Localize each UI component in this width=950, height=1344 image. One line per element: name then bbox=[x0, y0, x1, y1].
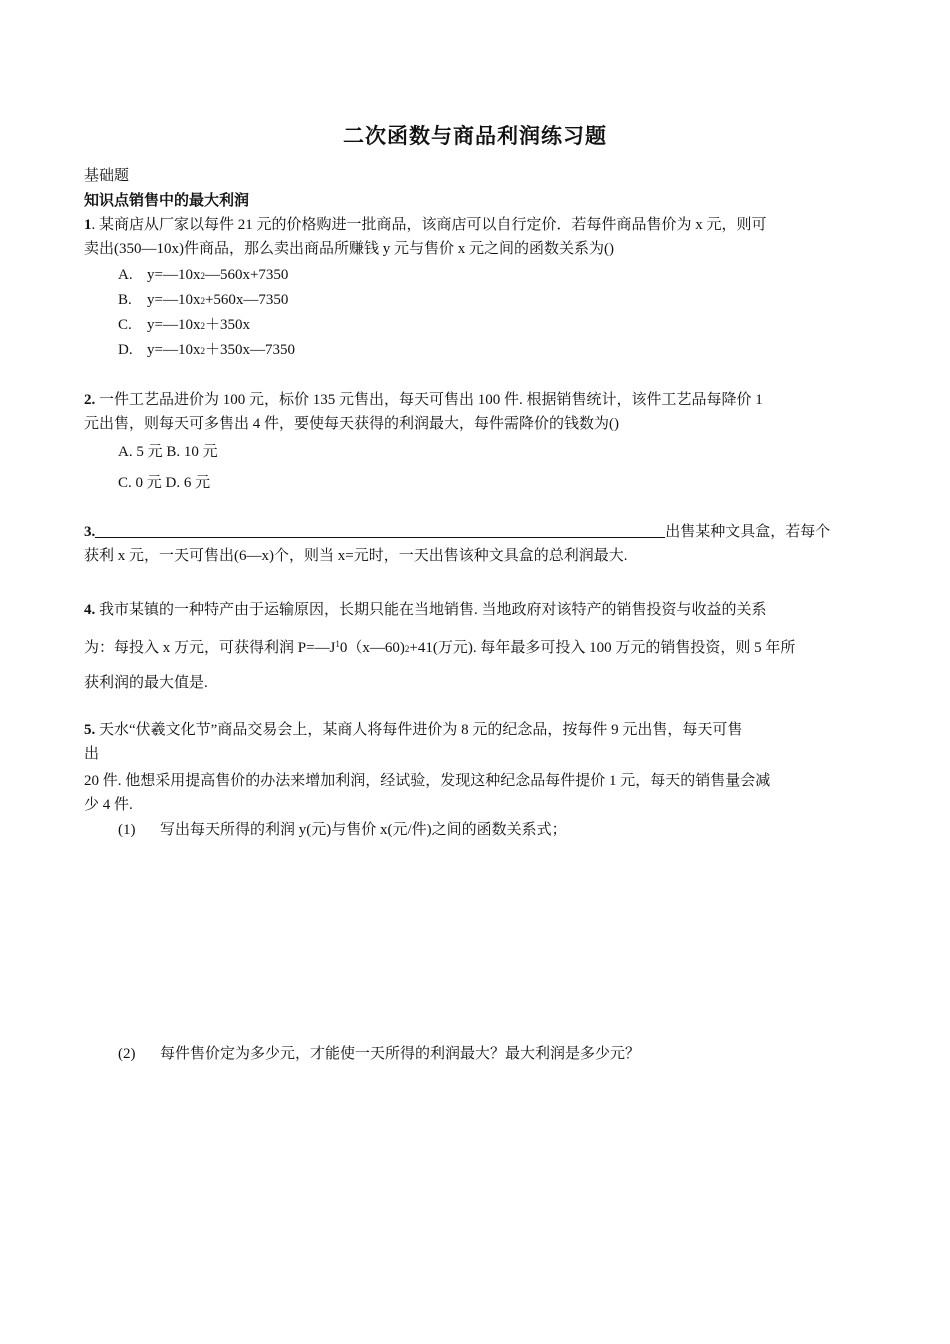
question-3 bbox=[84, 520, 868, 568]
section-label: 基础题 bbox=[84, 166, 130, 184]
question-3-number: 3. bbox=[84, 524, 96, 540]
question-4-line1: 我市某镇的一种特产由于运输原因，长期只能在当地销售. 当地政府对该特产的销售投资与收益的关系 bbox=[95, 602, 767, 618]
question-5-part-2: (2) 每件售价定为多少元，才能使一天所得的利润最大？最大利润是多少元？ bbox=[118, 1046, 641, 1062]
question-1 bbox=[84, 213, 868, 261]
question-2 bbox=[84, 388, 868, 436]
question-4-line2: 为：每投入 x 万元，可获得利润 $P=—J^10(x—60)2+41$(万元). 每年最多可投入 100 万元的销售投资，则 5 年所 bbox=[84, 639, 796, 656]
question-1-option-c: C. y=—10x2＋350x bbox=[118, 317, 250, 333]
question-4 bbox=[84, 594, 868, 699]
question-3-line2: 获利 x 元，一天可售出(6—x)个，则当 x=元时，一天出售该种文具盒的总利润最大. bbox=[84, 548, 628, 564]
question-5-part-1: (1) 写出每天所得的利润 y(元)与售价 x(元/件)之间的函数关系式； bbox=[118, 822, 567, 838]
question-4-number: 4. bbox=[84, 602, 96, 618]
question-4-line3: 获利润的最大值是. bbox=[84, 675, 208, 691]
page-title: 二次函数与商品利润练习题 bbox=[343, 124, 607, 148]
question-5-line4: 少 4 件. bbox=[84, 797, 133, 813]
question-1-number: 1 bbox=[84, 217, 92, 233]
question-5 bbox=[84, 718, 868, 817]
question-1-line2: 卖出(350—10x)件商品，那么卖出商品所赚钱 y 元与售价 x 元之间的函数关系为() bbox=[84, 241, 614, 257]
question-2-options-cd: C. 0 元 D. 6 元 bbox=[118, 475, 211, 491]
answer-blank bbox=[95, 522, 665, 538]
question-5-line3: 20 件. 他想采用提高售价的办法来增加利润，经试验，发现这种纪念品每件提价 1 元，每天的销售量会减 bbox=[84, 773, 771, 789]
question-2-options-ab: A. 5 元 B. 10 元 bbox=[118, 444, 218, 460]
question-1-option-b: B. y=—10x2+560x—7350 bbox=[118, 292, 289, 308]
question-1-option-d: D. y=—10x2＋350x—7350 bbox=[118, 342, 295, 358]
question-1-option-a: A. y=—10x2—560x+7350 bbox=[118, 267, 289, 283]
question-2-line1: 一件工艺品进价为 100 元，标价 135 元售出，每天可售出 100 件. 根据销售统计，该件工艺品每降价 1 bbox=[95, 392, 763, 408]
question-5-number: 5. bbox=[84, 722, 96, 738]
question-1-line1: . 某商店从厂家以每件 21 元的价格购进一批商品，该商店可以自行定价．若每件商品售价为 x 元，则可 bbox=[91, 217, 767, 233]
question-3-line1: 出售某种文具盒，若每个 bbox=[665, 524, 831, 540]
question-2-number: 2. bbox=[84, 392, 96, 408]
question-5-line1: 天水“伏羲文化节”商品交易会上，某商人将每件进价为 8 元的纪念品，按每件 9 元出售，每天可售 bbox=[95, 722, 743, 738]
question-2-line2: 元出售，则每天可多售出 4 件，要使每天获得的利润最大，每件需降价的钱数为() bbox=[84, 416, 619, 432]
question-5-line2: 出 bbox=[84, 746, 100, 762]
topic-heading: 知识点销售中的最大利润 bbox=[84, 191, 250, 209]
